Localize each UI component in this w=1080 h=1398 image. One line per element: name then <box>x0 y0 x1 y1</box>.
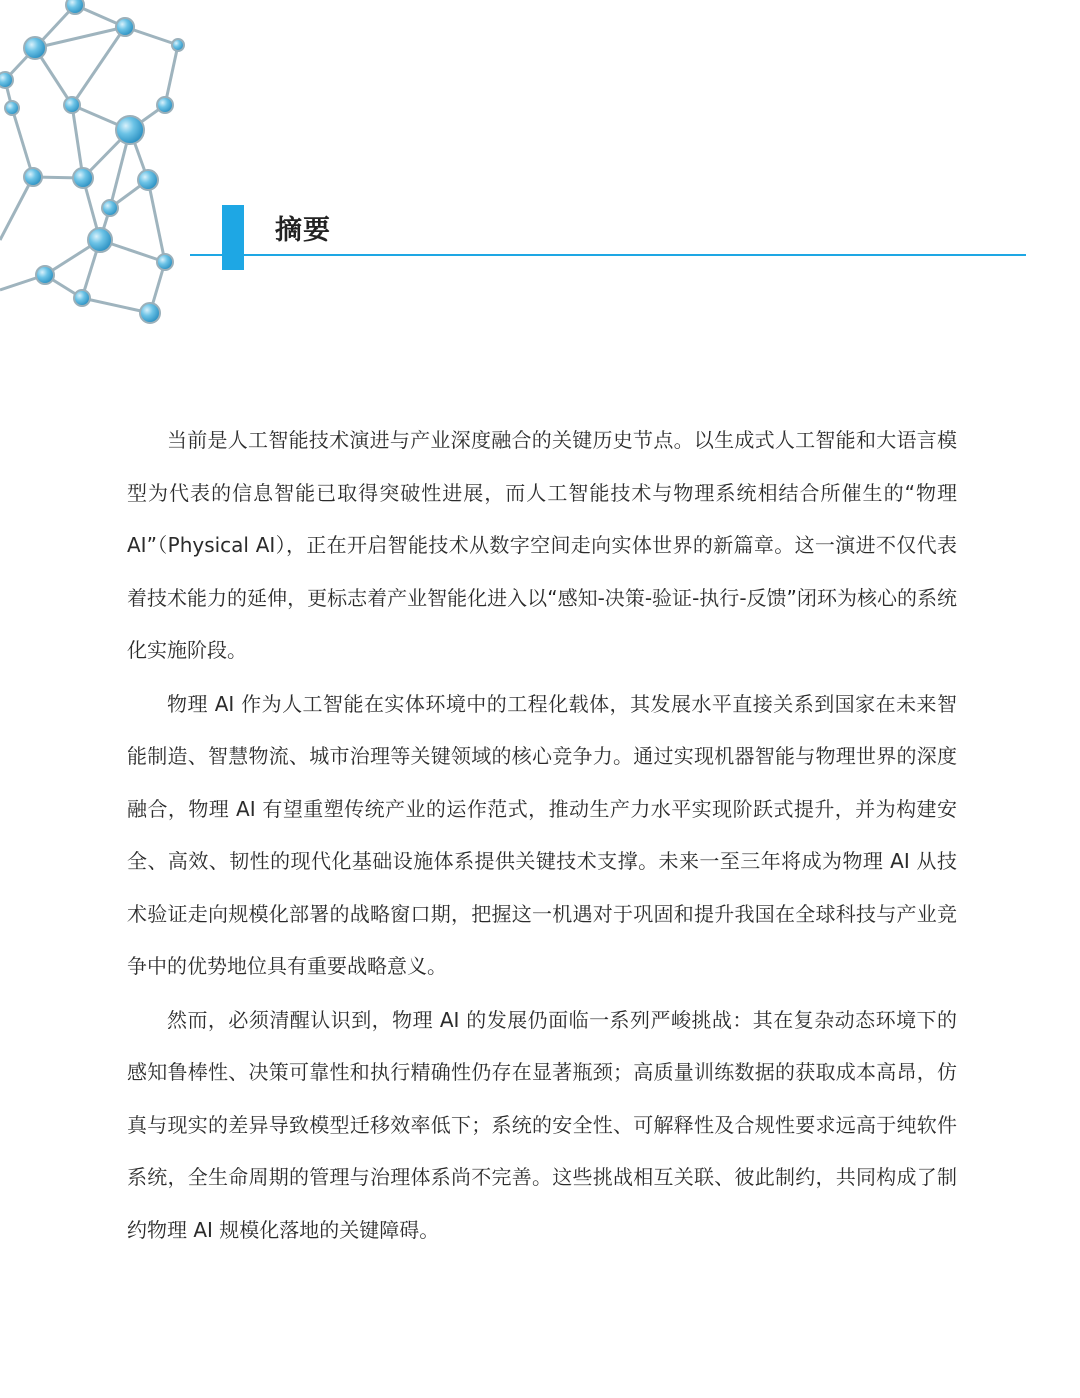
paragraph-3: 然而，必须清醒认识到，物理 AI 的发展仍面临一系列严峻挑战：其在复杂动态环境下的感知鲁棒性、决策可靠性和执行精确性仍存在显著瓶颈；高质量训练数据的获取成本高昂，仿真与现实的差异导致模型迁移效率低下；系统的安全性、可解释性及合规性要求远高于纯软件系统，全生命周期的管理与治理体系尚不完善。这些挑战相互关联、彼此制约，共同构成了制约物理 AI 规模化落地的关键障碍。 <box>127 1007 957 1242</box>
abstract-body <box>127 414 957 1257</box>
section-title: 摘要 <box>275 215 331 246</box>
paragraph-1: 当前是人工智能技术演进与产业深度融合的关键历史节点。以生成式人工智能和大语言模型为代表的信息智能已取得突破性进展，而人工智能技术与物理系统相结合所催生的“物理 AI”（Physical AI），正在开启智能技术从数字空间走向实体世界的新篇章。这一演进不仅代表着技术能力的延伸，更标志着产业智能化进入以“感知-决策-验证-执行-反馈”闭环为核心的系统化实施阶段。 <box>127 428 957 662</box>
heading-divider <box>190 254 1026 256</box>
paragraph-2: 物理 AI 作为人工智能在实体环境中的工程化载体，其发展水平直接关系到国家在未来智能制造、智慧物流、城市治理等关键领域的核心竞争力。通过实现机器智能与物理世界的深度融合，物理 AI 有望重塑传统产业的运作范式，推动生产力水平实现阶跃式提升，并为构建安全、高效、韧性的现代化基础设施体系提供关键技术支撑。未来一至三年将成为物理 AI 从技术验证走向规模化部署的战略窗口期，把握这一机遇对于巩固和提升我国在全球科技与产业竞争中的优势地位具有重要战略意义。 <box>127 691 957 978</box>
molecular-network-icon <box>0 0 200 340</box>
heading-accent-bar <box>222 205 244 270</box>
